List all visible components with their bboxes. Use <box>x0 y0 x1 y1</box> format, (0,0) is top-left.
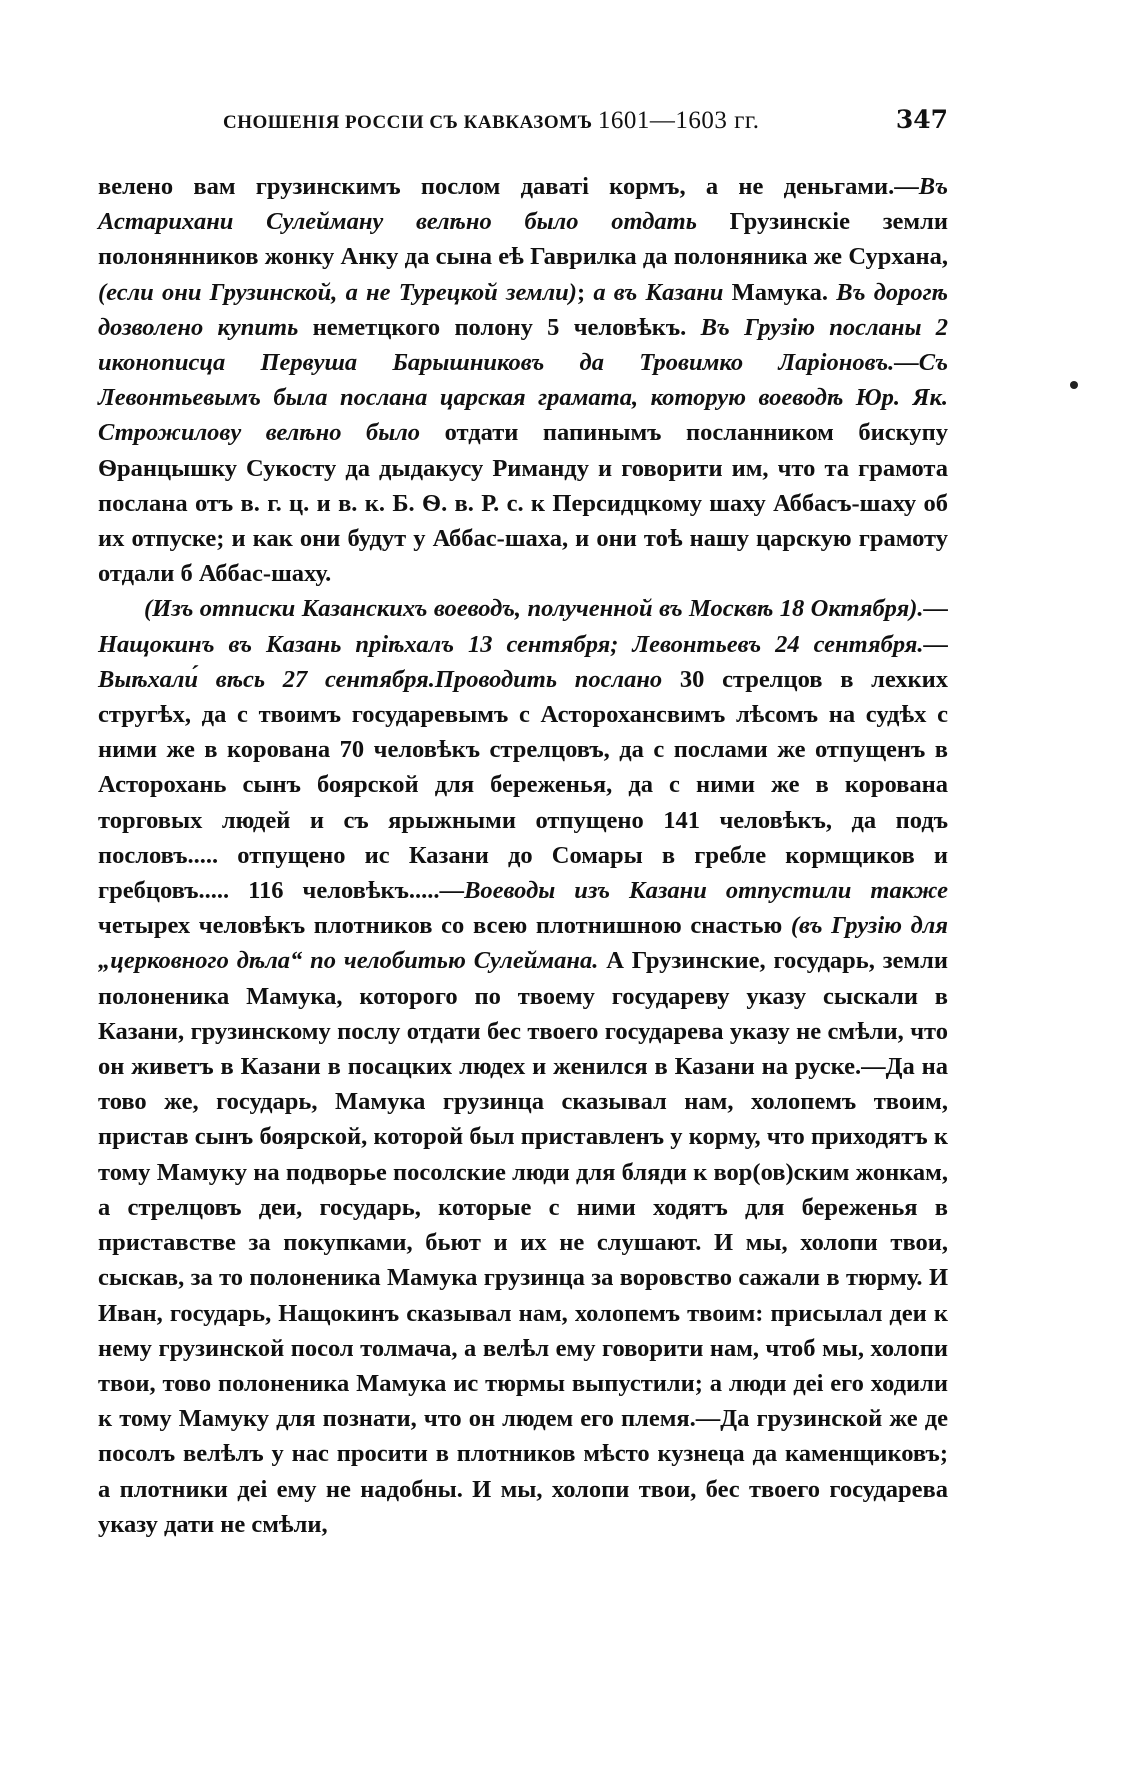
italic-text-run: Воеводы изъ Казани отпустили также <box>464 877 948 905</box>
italic-text-run: а въ Казани <box>593 278 724 306</box>
text-run: Грузинскіе земли полонянников жонку Анку да сына еѣ Гаврилка да полоняника же Сурхана, <box>98 208 948 271</box>
running-title-text: СНОШЕНІЯ РОССІИ СЪ КАВКАЗОМЪ <box>223 112 593 133</box>
page-number: 347 <box>895 105 948 134</box>
italic-text-run: (въ Грузію для „церковного дѣла“ по челобитью Сулеймана. <box>98 912 948 975</box>
paragraph-1 <box>98 169 948 591</box>
italic-text-run: Въ дорогѣ дозволено купить <box>98 278 949 341</box>
text-run: велено вам грузинскимъ послом даваті кормъ, а не деньгами.— <box>98 173 919 200</box>
paragraph-2 <box>98 591 948 1541</box>
running-title-years: 1601—1603 гг. <box>597 107 760 134</box>
italic-text-run: (Изъ отписки Казанскихъ воеводъ, полученной въ Москвѣ 18 Октября).—Нащокинъ въ Казань пріѣхалъ 13 сентября; Левонтьевъ 24 сентября.—Выѣхали́ вѣсь 27 сентября.Проводить послано <box>98 595 948 693</box>
text-run: отдати папинымъ посланником бискупу Ѳранцышку Сукосту да дыдакусу Риманду и говорити им, что та грамота послана отъ в. г. ц. и в. к. Б. Ѳ. в. Р. с. к Персидцкому шаху Аббасъ-шаху об их отпуске; и как они будут у Аббас-шаха, и они тоѣ нашу царскую грамоту отдали б Аббас-шаху. <box>98 419 948 588</box>
text-run: неметцкого полону 5 человѣкъ. <box>298 313 701 341</box>
text-run: четырех человѣкъ плотников со всею плотнишною снастью <box>98 912 791 940</box>
running-title <box>98 107 760 135</box>
margin-dot <box>1070 381 1078 389</box>
running-header <box>98 105 948 141</box>
text-run: 30 стрелцов в лехких стругѣх, да с твоимъ государевымъ с Асторохансвимъ лѣсомъ на судѣх с ними же в корована 70 человѣкъ стрелцовъ, да с послами же отпущенъ в Асторохань сынъ боярской для береженья, да с ними же в корована торговых людей и съ ярыжными отпущено 141 человѣкъ, да подъ пословъ..... отпущено ис Казани до Сомары в гребле кормщиков и гребцовъ..... 116 человѣкъ.....— <box>98 665 948 905</box>
italic-text-run: (если они Грузинской, а не Турецкой земли) <box>98 278 577 306</box>
text-run: А Грузинские, государь, земли полоненика Мамука, которого по твоему государеву указу сыскали в Казани, грузинскому послу отдати бес твоего государева указу не смѣли, что он живетъ в Казани в посацких людех и женился в Казани на руске.—Да на тово же, государь, Мамука грузинца сказывал нам, холопемъ твоим, пристав сынъ боярской, которой был приставленъ у корму, что приходятъ к тому Мамуку на подворье посолские люди для бляди к вор(ов)ским жонкам, а стрелцовъ деи, государь, которые с ними ходятъ для береженья в приставстве за покупками, бьют и их не слушают. И мы, холопи твои, сыскав, за то полоненика Мамука грузинца за воровство сажали в тюрму. И Иван, государь, Нащокинъ сказывал нам, холопемъ твоим: присылал деи к нему грузинской посол толмача, а велѣл ему говорити нам, чтоб мы, холопи твои, тово полоненика Мамука ис тюрмы выпустили; а люди деі его ходили к тому Мамуку для познати, что он людем его племя.—Да грузинской же де посолъ велѣлъ у нас просити в плотников мѣсто кузнеца да каменщиковъ; а плотники деі ему не надобны. И мы, холопи твои, бес твоего государева указу дати не смѣли, <box>98 947 948 1538</box>
text-run: Мамука. <box>723 278 837 306</box>
book-page <box>98 105 948 1542</box>
italic-text-run: Въ Грузію посланы 2 иконописца Первуша Барышниковъ да Тровимко Ларіоновъ.—Съ Левонтьевымъ была послана царская грамата, которую воеводѣ Юр. Як. Строжилову велѣно было <box>98 313 949 447</box>
italic-text-run: Въ Астарихани Сулейману велѣно было отдать <box>98 173 948 236</box>
text-run: ; <box>576 278 594 306</box>
body-text <box>98 169 948 1542</box>
